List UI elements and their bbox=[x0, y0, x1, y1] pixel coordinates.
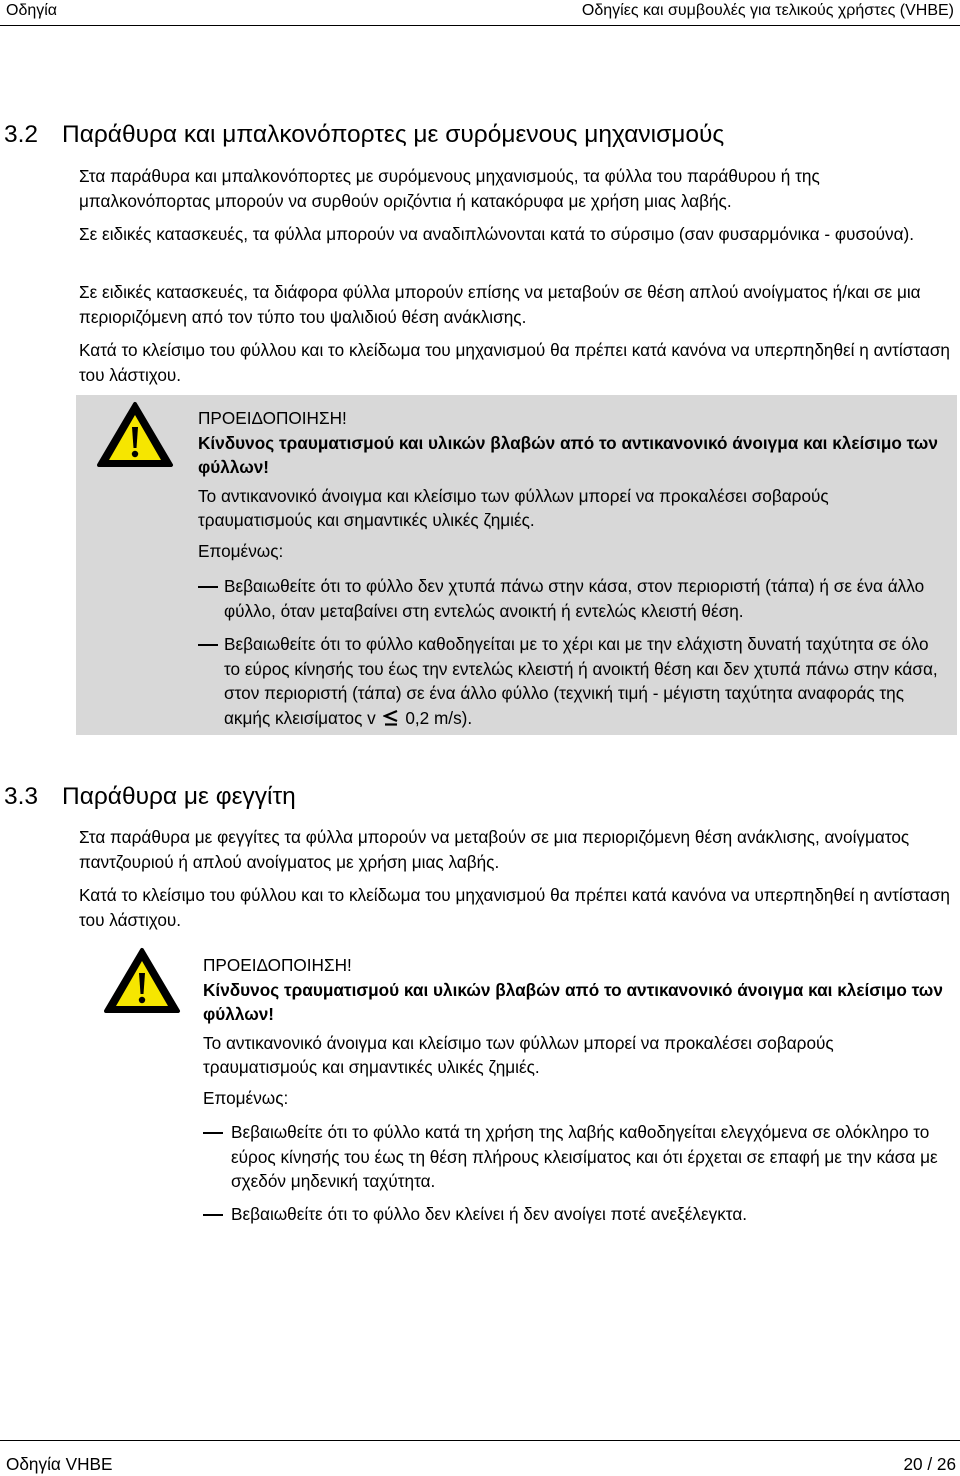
list-item-text-tail: 0,2 m/s). bbox=[405, 707, 473, 728]
section-number: 3.3 bbox=[4, 783, 39, 810]
warning-lead: Επομένως: bbox=[203, 1087, 289, 1108]
page-number: 20 / 26 bbox=[903, 1454, 956, 1474]
warning-triangle-icon bbox=[103, 947, 181, 1015]
warning-text: Το αντικανονικό άνοιγμα και κλείσιμο των φύλλων μπορεί να προκαλέσει σοβαρούς τραυματισμούς και σημαντικές υλικές ζημιές. bbox=[198, 485, 829, 530]
paragraph: Στα παράθυρα και μπαλκονόπορτες με συρόμενους μηχανισμούς, τα φύλλα του παράθυρου ή της μπαλκονόπορτας μπορούν να συρθούν οριζόντια ή κατακόρυφα με χρήση μιας λαβής. bbox=[79, 166, 820, 211]
warning-headline: Κίνδυνος τραυματισμού και υλικών βλαβών από το αντικανονικό άνοιγμα και κλείσιμο των φύλλων! bbox=[198, 432, 938, 477]
list-item-text: Βεβαιωθείτε ότι το φύλλο δεν κλείνει ή δεν ανοίγει ποτέ ανεξέλεγκτα. bbox=[231, 1204, 748, 1224]
warning-content bbox=[198, 406, 938, 563]
warning-lead: Επομένως: bbox=[198, 540, 284, 561]
dash-bullet bbox=[198, 586, 218, 588]
section-number: 3.2 bbox=[4, 121, 39, 148]
list-item-text: Βεβαιωθείτε ότι το φύλλο δεν χτυπά πάνω στην κάσα, στον περιοριστή (τάπα) ή σε ένα άλλο φύλλο, όταν μεταβαίνει στη εντελώς ανοικτή ή εντελώς κλειστή θέση. bbox=[224, 576, 925, 621]
warning-content bbox=[203, 953, 943, 1110]
list-item-text: Βεβαιωθείτε ότι το φύλλο κατά τη χρήση της λαβής καθοδηγείται ελεγχόμενα σε ολόκληρο το εύρος κίνησής του έως τη θέση πλήρους κλεισίματος και ότι έρχεται σε επαφή με την κάσα με σχεδόν μηδενική ταχύτητα. bbox=[231, 1122, 938, 1191]
warning-triangle-icon bbox=[96, 401, 174, 469]
warning-title: ΠΡΟΕΙΔΟΠΟΙΗΣΗ! bbox=[203, 955, 352, 975]
header-doc-title: Οδηγίες και συμβουλές για τελικούς χρήστες (VHBE) bbox=[581, 2, 954, 19]
paragraph: Στα παράθυρα με φεγγίτες τα φύλλα μπορούν να μεταβούν σε μια περιοριζόμενη θέση ανάκλισης, ανοίγματος παντζουριού ή απλού ανοίγματος με χρήση μιας λαβής. bbox=[79, 827, 910, 872]
dash-bullet bbox=[198, 644, 218, 646]
list-item-text-main: Βεβαιωθείτε ότι το φύλλο καθοδηγείται με το χέρι και με την ελάχιστη δυνατή ταχύτητα σε όλο το εύρος κίνησής του έως την εντελώς κλειστή ή ανοικτή θέση και δεν χτυπά πάνω στην κάσα, στον περιοριστή (τάπα) σε ένα άλλο φύλλο (τεχνική τιμή - μέγιστη ταχύτητα αναφοράς της ακμής κλεισίματος v bbox=[224, 634, 938, 728]
page-header bbox=[0, 0, 960, 28]
paragraph: Κατά το κλείσιμο του φύλλου και το κλείδωμα του μηχανισμού θα πρέπει κατά κανόνα να υπερπηδηθεί η αντίσταση του λάστιχου. bbox=[79, 885, 950, 930]
header-doc-type: Οδηγία bbox=[6, 2, 58, 19]
warning-text: Το αντικανονικό άνοιγμα και κλείσιμο των φύλλων μπορεί να προκαλέσει σοβαρούς τραυματισμούς και σημαντικές υλικές ζημιές. bbox=[203, 1032, 834, 1077]
header-divider bbox=[0, 25, 960, 26]
dash-bullet bbox=[203, 1132, 223, 1134]
warning-headline: Κίνδυνος τραυματισμού και υλικών βλαβών από το αντικανονικό άνοιγμα και κλείσιμο των φύλλων! bbox=[203, 979, 943, 1024]
warning-title: ΠΡΟΕΙΔΟΠΟΙΗΣΗ! bbox=[198, 408, 347, 428]
paragraph: Σε ειδικές κατασκευές, τα φύλλα μπορούν να αναδιπλώνονται κατά το σύρσιμο (σαν φυσαρμόνικα - φυσούνα). bbox=[79, 224, 915, 244]
paragraph: Κατά το κλείσιμο του φύλλου και το κλείδωμα του μηχανισμού θα πρέπει κατά κανόνα να υπερπηδηθεί η αντίσταση του λάστιχου. bbox=[79, 340, 950, 385]
footer-divider bbox=[0, 1440, 960, 1441]
paragraph: Σε ειδικές κατασκευές, τα διάφορα φύλλα μπορούν επίσης να μεταβούν σε θέση απλού ανοίγματος ή/και σε μια περιοριζόμενη από τον τύπο του ψαλιδιού θέση ανάκλισης. bbox=[79, 282, 921, 327]
footer-doc-name: Οδηγία VHBE bbox=[6, 1454, 113, 1474]
list-item-text bbox=[224, 632, 942, 730]
section-title: Παράθυρα και μπαλκονόπορτες με συρόμενους μηχανισμούς bbox=[62, 121, 725, 148]
dash-bullet bbox=[203, 1214, 223, 1216]
less-equal-icon bbox=[383, 708, 399, 724]
section-title: Παράθυρα με φεγγίτη bbox=[62, 783, 296, 810]
